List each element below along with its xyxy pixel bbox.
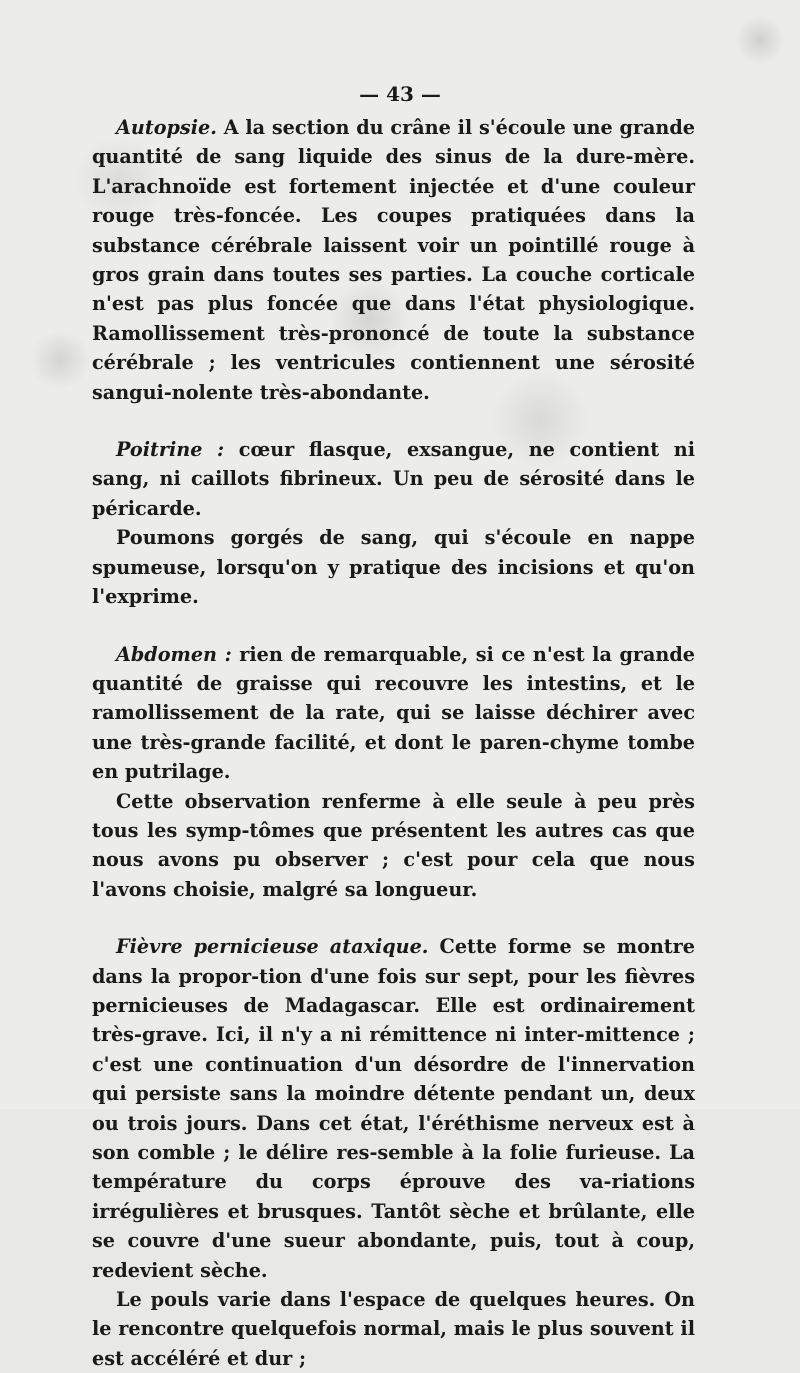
paragraph-lead: Fièvre pernicieuse ataxique. [116, 935, 429, 959]
page-number: — 43 — [359, 82, 441, 106]
paragraph-text: Le pouls varie dans l'espace de quelques heures. On le rencontre quelquefois normal, mais le plus souvent il est accéléré et dur ; [92, 1288, 695, 1370]
paragraph-poitrine [92, 435, 695, 523]
paragraph-pouls [92, 1285, 695, 1373]
paragraph-text: Poumons gorgés de sang, qui s'écoule en nappe spumeuse, lorsqu'on y pratique des incisions et qu'on l'exprime. [92, 526, 695, 609]
paragraph-poumons [92, 523, 695, 611]
paragraph-text: cœur flasque, exsangue, ne contient ni sang, ni caillots fibrineux. Un peu de sérosité dans le péricarde. [92, 438, 695, 520]
paragraph-lead: Poitrine : [116, 438, 225, 462]
paragraph-text: A la section du crâne il s'écoule une grande quantité de sang liquide des sinus de la dure-mère. L'arachnoïde est fortement injectée et d'une couleur rouge très-foncée. Les coupes pratiquées dans la substance cérébrale laissent voir un pointillé rouge à gros grain dans toutes ses parties. La couche corticale n'est pas plus foncée que dans l'état physiologique. Ramollissement très-prononcé de toute la substance cérébrale ; les ventricules contiennent une sérosité sangui-nolente très-abondante. [92, 116, 695, 404]
paragraph-abdomen [92, 640, 695, 787]
body-text [92, 113, 695, 1373]
paragraph-text: rien de remarquable, si ce n'est la grande quantité de graisse qui recouvre les intestins, et le ramollissement de la rate, qui se laisse déchirer avec une très-grande facilité, et dont le paren-chyme tombe en putrilage. [92, 642, 695, 784]
paragraph-text: Cette observation renferme à elle seule à peu près tous les symp-tômes que présentent les autres cas que nous avons pu observer ; c'est pour cela que nous l'avons choisie, malgré sa longueur. [92, 789, 695, 901]
paragraph-observation [92, 787, 695, 905]
paragraph-lead: Autopsie. [116, 116, 217, 139]
paragraph-lead: Abdomen : [116, 642, 232, 666]
paragraph-autopsie [92, 113, 695, 407]
paragraph-text: Cette forme se montre dans la propor-tion d'une fois sur sept, pour les fièvres pernicieuses de Madagascar. Elle est ordinairement très-grave. Ici, il n'y a ni rémittence ni inter-mittence ; c'est une continuation d'un désordre de l'innervation qui persiste sans la moindre détente pendant un, deux ou trois jours. Dans cet état, l'éréthisme nerveux est à son comble ; le délire res-semble à la folie furieuse. La température du corps éprouve des va-riations irrégulières et brusques. Tantôt sèche et brûlante, elle se couvre d'une sueur abondante, puis, tout à coup, redevient sèche. [92, 935, 695, 1282]
